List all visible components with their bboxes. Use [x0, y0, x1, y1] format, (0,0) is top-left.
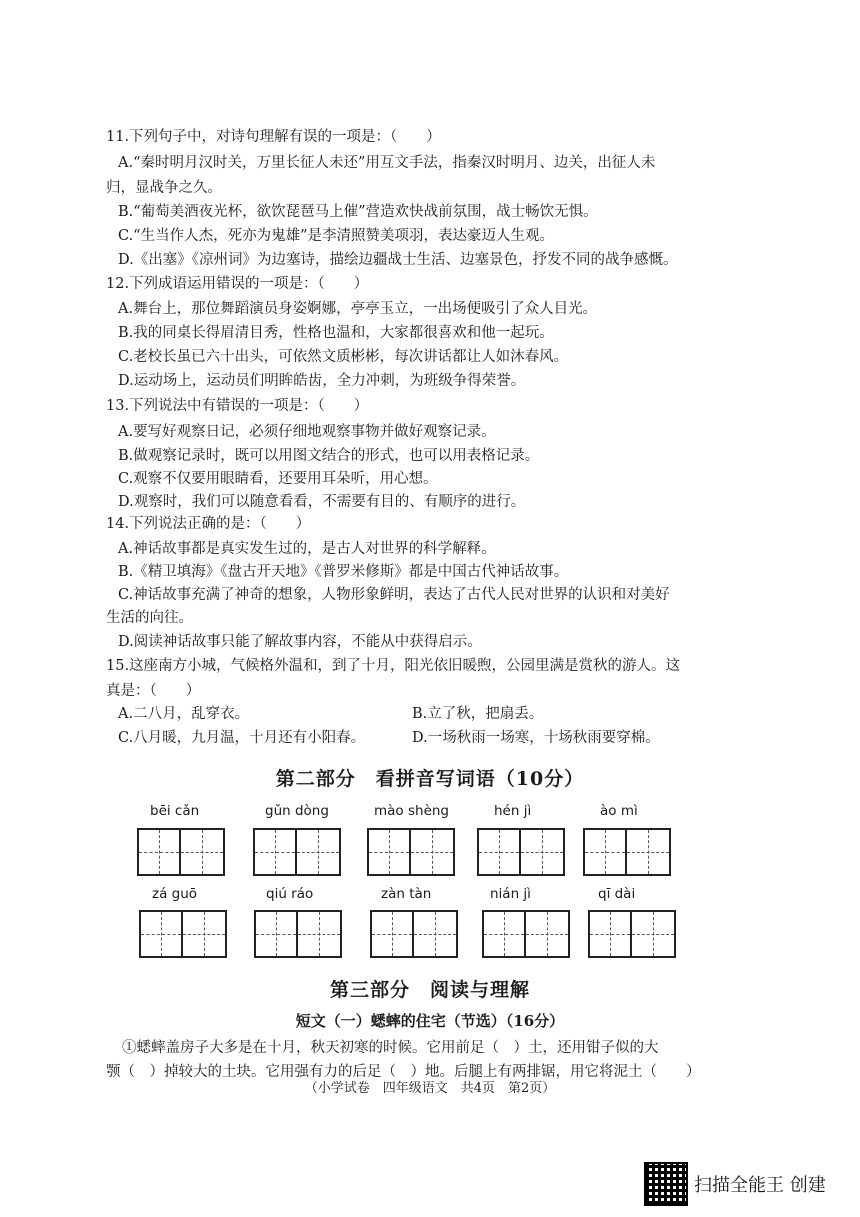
pinyin-3: mào shèng — [374, 803, 449, 819]
q15-option-d: D.一场秋雨一场寒，十场秋雨要穿棉。 — [412, 730, 660, 746]
passage-line-1: ①蟋蟀盖房子大多是在十月，秋天初寒的时候。它用前足（ ）土，还用钳子似的大 — [122, 1040, 659, 1056]
q15-stem: 15.这座南方小城，气候格外温和，到了十月，阳光依旧暖煦，公园里满是赏秋的游人。这 — [106, 658, 681, 674]
writing-grid-6[interactable] — [139, 910, 227, 958]
q14-stem: 14.下列说法正确的是：（ ） — [106, 516, 311, 532]
q11-option-c: C.“生当作人杰，死亦为鬼雄”是李清照赞美项羽，表达豪迈人生观。 — [118, 228, 555, 244]
passage-line-2: 颚（ ）掉较大的土块。它用强有力的后足（ ）地。后腿上有两排锯，用它将泥土（ ） — [106, 1064, 701, 1080]
writing-grid-8[interactable] — [370, 910, 458, 958]
writing-grid-3[interactable] — [367, 828, 455, 876]
pinyin-8: zàn tàn — [381, 886, 432, 902]
pinyin-1: bēi cǎn — [150, 803, 200, 819]
q14-option-b: B.《精卫填海》《盘古开天地》《普罗米修斯》都是中国古代神话故事。 — [118, 564, 569, 580]
q13-option-a: A.要写好观察日记，必须仔细地观察事物并做好观察记录。 — [118, 424, 496, 440]
q14-option-a: A.神话故事都是真实发生过的，是古人对世界的科学解释。 — [118, 541, 496, 557]
q15-option-b: B.立了秋，把扇丢。 — [412, 706, 544, 722]
writing-grid-7[interactable] — [254, 910, 342, 958]
q11-option-a-cont: 归，显战争之久。 — [106, 180, 222, 196]
pinyin-6: zá guō — [152, 886, 198, 902]
q12-option-a: A.舞台上，那位舞蹈演员身姿婀娜，亭亭玉立，一出场便吸引了众人目光。 — [118, 301, 598, 317]
pinyin-7: qiú ráo — [266, 886, 314, 902]
q13-option-d: D.观察时，我们可以随意看看，不需要有目的、有顺序的进行。 — [118, 494, 526, 510]
q14-option-c-cont: 生活的向往。 — [106, 610, 193, 626]
pinyin-4: hén jì — [494, 803, 532, 819]
q12-option-d: D.运动场上，运动员们明眸皓齿，全力冲刺，为班级争得荣誉。 — [118, 373, 526, 389]
writing-grid-2[interactable] — [253, 828, 341, 876]
q11-option-b: B.“葡萄美酒夜光杯，欲饮琵琶马上催”营造欢快战前氛围，战士畅饮无惧。 — [118, 204, 598, 220]
pinyin-5: ào mì — [600, 803, 638, 819]
writing-grid-10[interactable] — [588, 910, 676, 958]
q11-stem: 11.下列句子中，对诗句理解有误的一项是：（ ） — [106, 129, 441, 145]
q14-option-c: C.神话故事充满了神奇的想象，人物形象鲜明，表达了古代人民对世界的认识和对美好 — [118, 587, 670, 603]
pinyin-2: gǔn dòng — [265, 803, 329, 819]
q11-option-a: A.“秦时明月汉时关，万里长征人未还”用互文手法，指秦汉时明月、边关，出征人未 — [118, 155, 656, 171]
pinyin-10: qī dài — [598, 886, 636, 902]
q14-option-d: D.阅读神话故事只能了解故事内容，不能从中获得启示。 — [118, 634, 482, 650]
writing-grid-5[interactable] — [583, 828, 671, 876]
q12-stem: 12.下列成语运用错误的一项是：（ ） — [106, 276, 369, 292]
scanner-watermark — [644, 1162, 826, 1206]
pinyin-9: nián jì — [490, 886, 531, 902]
q15-option-a: A.二八月，乱穿衣。 — [118, 706, 250, 722]
q13-stem: 13.下列说法中有错误的一项是：（ ） — [106, 398, 369, 414]
writing-grid-4[interactable] — [477, 828, 565, 876]
q12-option-c: C.老校长虽已六十出头，可依然文质彬彬，每次讲话都让人如沐春风。 — [118, 349, 569, 365]
q12-option-b: B.我的同桌长得眉清目秀，性格也温和，大家都很喜欢和他一起玩。 — [118, 325, 554, 341]
q11-option-d: D.《出塞》《凉州词》为边塞诗，描绘边疆战士生活、边塞景色，抒发不同的战争感慨。 — [118, 252, 678, 268]
writing-grid-1[interactable] — [137, 828, 225, 876]
q15-stem-cont: 真是：（ ） — [106, 683, 201, 699]
part2-title: 第二部分 看拼音写词语（10分） — [275, 768, 585, 790]
writing-grid-9[interactable] — [482, 910, 570, 958]
q13-option-b: B.做观察记录时，既可以用图文结合的形式，也可以用表格记录。 — [118, 448, 540, 464]
qr-code-icon — [644, 1162, 688, 1206]
part3-title: 第三部分 阅读与理解 — [329, 979, 530, 1001]
page-footer: （小学试卷 四年级语文 共4页 第2页） — [304, 1081, 556, 1096]
q15-option-c: C.八月暖，九月温，十月还有小阳春。 — [118, 730, 366, 746]
watermark-text: 扫描全能王 创建 — [694, 1175, 826, 1196]
q13-option-c: C.观察不仅要用眼睛看，还要用耳朵听，用心想。 — [118, 471, 438, 487]
passage-subtitle: 短文（一）蟋蟀的住宅（节选）（16分） — [295, 1012, 565, 1030]
